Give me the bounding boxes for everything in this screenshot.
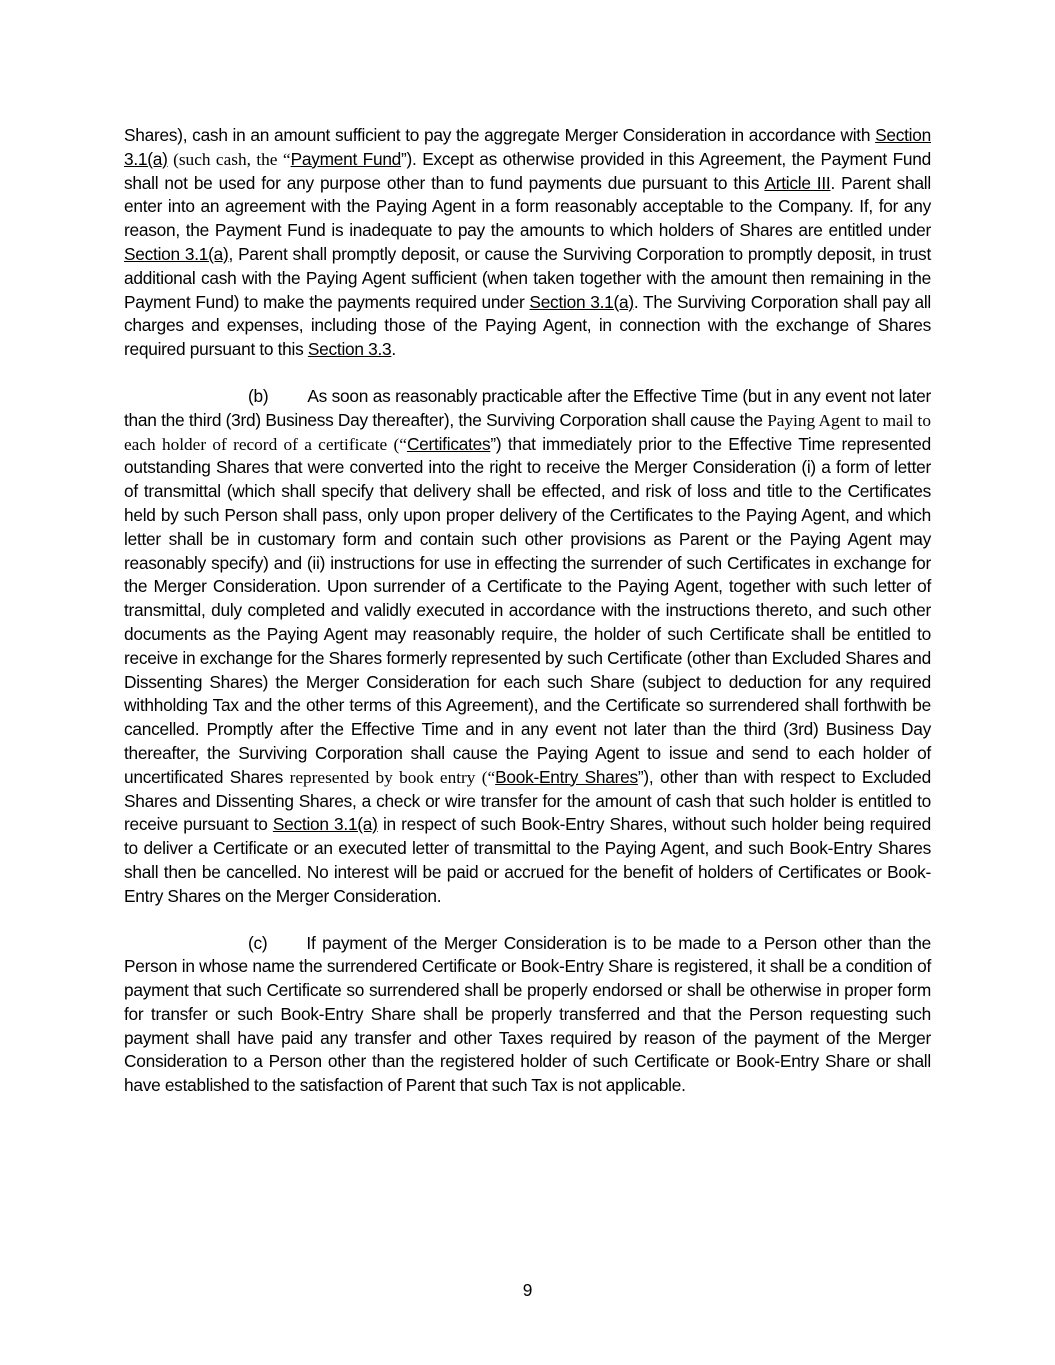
text-segment: in respect of such Book-Entry Shares, without such holder being required to deliver a Certificate or an executed letter of transmittal to the Paying Agent, and such Book-Entry Shares shall then be cancelled. No interest will be paid or accrued for the benefit of holders of Certificates or Book-Entry Shares on the Merger Consideration. — [124, 814, 932, 906]
paragraph-c — [124, 932, 931, 1099]
text-segment: . Parent shall enter into an agreement with the Paying Agent in a form reasonably acceptable to the Company. If, for any reason, the Payment Fund is inadequate to pay the amounts to which holders of Shares are entitled under — [124, 172, 931, 241]
section-reference: Section 3.3 — [307, 339, 392, 360]
paragraph-label: (b) — [248, 385, 269, 406]
text-segment: (such cash, the “ — [167, 149, 291, 169]
defined-term: Book-Entry Shares — [495, 766, 638, 787]
text-segment: . The Surviving Corporation shall pay all charges and expenses, including those of the Paying Agent, in connection with the exchange of Shares required pursuant to this — [124, 291, 931, 360]
text-segment: . — [391, 339, 396, 360]
defined-term: Certificates — [406, 433, 491, 454]
paragraph-label: (c) — [248, 932, 268, 953]
section-reference: Section 3.1(a) — [529, 291, 634, 312]
text-segment: , Parent shall promptly deposit, or cause the Surviving Corporation to promptly deposit, in trust additional cash with the Paying Agent sufficient (when taken together with the amount then remaining in the Payment Fund) to make the payments required under — [124, 243, 932, 312]
text-segment: ”) that immediately prior to the Effective Time represented outstanding Shares that were converted into the right to receive the Merger Consideration (i) a form of letter of transmittal (which shall specify that delivery shall be effected, and risk of loss and title to the Certificates held by such Person shall pass, only upon proper delivery of the Certificates to the Paying Agent, and which letter shall be in customary form and contain such other provisions as Parent or the Paying Agent may reasonably specify) and (ii) instructions for use in effecting the surrender of such Certificates in exchange for the Merger Consideration. Upon surrender of a Certificate to the Paying Agent, together with such letter of transmittal, duly completed and validly executed in accordance with the instructions thereto, and such other documents as the Paying Agent may reasonably require, the holder of such Certificate shall be entitled to receive in exchange for the Shares formerly represented by such Certificate (other than Excluded Shares and Dissenting Shares) the Merger Consideration for each such Share (subject to deduction for any required withholding Tax and the other terms of this Agreement), and the Certificate so surrendered shall forthwith be cancelled. Promptly after the Effective Time and in any event not later than the third (3rd) Business Day thereafter, the Surviving Corporation shall cause the Paying Agent to issue and send to each holder of uncertificated Shares — [124, 433, 931, 787]
section-reference: Section 3.1(a) — [124, 125, 931, 169]
article-reference: Article III — [764, 172, 831, 193]
page-number: 9 — [522, 1280, 533, 1300]
text-segment: ”), other than with respect to Excluded Shares and Dissenting Shares, a check or wire transfer for the amount of cash that such holder is entitled to receive pursuant to — [124, 766, 931, 835]
paragraph-b — [124, 385, 931, 909]
text-segment: As soon as reasonably practicable after the Effective Time (but in any event not later than the third (3rd) Business Day thereafter), the Surviving Corporation shall cause the — [124, 385, 931, 430]
text-segment: Shares), cash in an amount sufficient to pay the aggregate Merger Consideration in accordance with — [124, 125, 876, 145]
paragraph-payment-fund — [124, 124, 931, 362]
defined-term: Payment Fund — [290, 148, 402, 169]
section-reference: Section 3.1(a) — [124, 243, 229, 264]
section-reference: Section 3.1(a) — [272, 814, 378, 835]
paragraph-spacer — [124, 362, 931, 385]
text-segment: If payment of the Merger Consideration is to be made to a Person other than the Person in whose name the surrendered Certificate or Book-Entry Share is registered, it shall be a condition of payment that such Certificate so surrendered shall be properly endorsed or shall be otherwise in proper form for transfer or such Book-Entry Share shall be properly transferred and that the Person requesting such payment shall have paid any transfer and other Taxes required by reason of the payment of the Merger Consideration to a Person other than the registered holder of such Certificate or Book-Entry Share or shall have established to the satisfaction of Parent that such Tax is not applicable. — [124, 932, 931, 1096]
paragraph-spacer — [124, 909, 931, 932]
text-segment: Paying Agent to mail to each holder of record of a certificate (“ — [124, 410, 931, 454]
text-segment: ”). Except as otherwise provided in this Agreement, the Payment Fund shall not be used for any purpose other than to fund payments due pursuant to this — [124, 148, 931, 193]
text-segment: represented by book entry (“ — [289, 767, 496, 787]
document-body — [124, 124, 931, 1098]
